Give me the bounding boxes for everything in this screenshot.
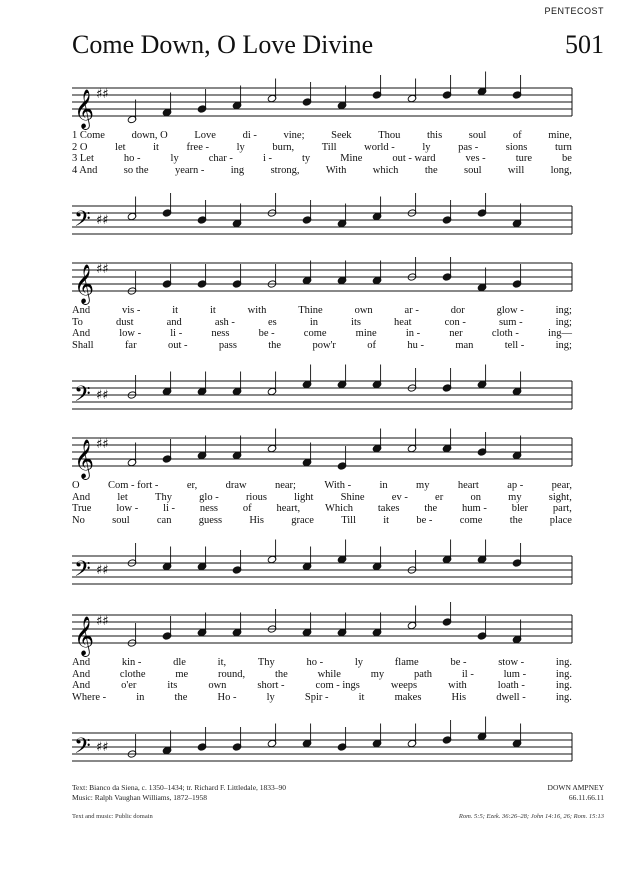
- lyric-syllable: Love: [194, 130, 216, 141]
- lyric-syllable: it: [209, 305, 216, 316]
- lyric-syllable: stow -: [498, 657, 525, 668]
- lyric-syllable: ing: [230, 164, 245, 176]
- lyric-line: [72, 130, 572, 142]
- lyric-syllable: ap -: [507, 480, 524, 491]
- lyric-syllable: di -: [242, 130, 257, 141]
- lyrics-block: [72, 130, 572, 176]
- lyric-syllable: sight,: [548, 491, 572, 503]
- lyric-syllable: ty: [302, 153, 311, 164]
- lyric-line: [72, 669, 572, 681]
- lyric-syllable: pass: [218, 339, 237, 351]
- lyric-syllable: mine,: [548, 130, 572, 141]
- lyric-syllable: come: [303, 328, 327, 339]
- lyric-syllable: of: [512, 130, 522, 141]
- lyric-syllable: Ho -: [217, 691, 237, 703]
- lyric-syllable: li -: [163, 503, 176, 514]
- lyric-syllable: free -: [186, 141, 209, 153]
- lyric-syllable: of: [367, 339, 377, 351]
- lyric-syllable: my: [508, 491, 522, 503]
- lyric-syllable: low -: [119, 328, 142, 339]
- lyric-syllable: ner: [449, 328, 463, 339]
- lyric-syllable: far: [124, 339, 137, 351]
- lyric-syllable: cloth -: [491, 328, 519, 339]
- lyric-syllable: con -: [444, 316, 466, 328]
- lyric-syllable: man: [455, 339, 474, 351]
- lyric-syllable: down, O: [131, 130, 168, 141]
- lyric-line: [72, 515, 572, 527]
- treble-staff: [72, 428, 572, 479]
- lyric-syllable: vine;: [283, 130, 305, 141]
- lyric-syllable: rious: [245, 491, 267, 503]
- treble-clef-icon: 𝄞: [74, 89, 95, 129]
- lyric-syllable: in -: [405, 328, 421, 339]
- bass-staff: [72, 196, 572, 237]
- lyric-syllable: o'er: [121, 680, 137, 691]
- treble-clef-icon: 𝄞: [74, 439, 95, 479]
- lyric-syllable: with: [247, 305, 267, 316]
- lyric-syllable: ly: [170, 153, 179, 164]
- lyric-syllable: er: [435, 491, 444, 503]
- lyric-line: [72, 305, 572, 317]
- treble-staff-svg: [72, 605, 572, 665]
- lyric-syllable: True: [72, 503, 92, 514]
- lyric-syllable: the: [424, 164, 438, 176]
- key-signature-icon: ♯♯: [96, 262, 109, 277]
- treble-clef-icon: 𝄞: [74, 616, 95, 656]
- key-signature-icon: ♯♯: [96, 614, 109, 629]
- lyric-syllable: 2 O: [72, 141, 88, 153]
- lyric-syllable: heart: [457, 480, 479, 491]
- lyric-syllable: while: [317, 668, 341, 680]
- lyric-syllable: out - ward: [392, 153, 436, 164]
- lyric-syllable: 4 And: [72, 164, 98, 176]
- lyric-syllable: er,: [186, 480, 198, 491]
- lyric-syllable: its: [167, 680, 178, 691]
- lyric-syllable: 3 Let: [72, 153, 94, 164]
- lyric-syllable: ash -: [214, 316, 235, 328]
- lyric-syllable: draw: [225, 480, 247, 491]
- lyric-syllable: com - ings: [315, 680, 360, 691]
- lyric-syllable: ing;: [555, 316, 572, 328]
- lyric-syllable: makes: [394, 691, 422, 703]
- lyrics-block: [72, 305, 572, 351]
- lyric-syllable: hu -: [407, 339, 424, 351]
- lyric-syllable: And: [72, 680, 91, 691]
- lyric-syllable: strong,: [270, 164, 300, 176]
- treble-staff-svg: [72, 253, 572, 313]
- lyric-syllable: es: [268, 316, 277, 328]
- bass-staff: [72, 546, 572, 587]
- lyric-syllable: it: [153, 141, 159, 153]
- lyric-line: [72, 328, 572, 340]
- lyric-syllable: 1 Come: [72, 130, 105, 141]
- lyric-syllable: me: [175, 668, 189, 680]
- treble-staff: [72, 78, 572, 129]
- lyric-syllable: glow -: [496, 305, 524, 316]
- lyric-syllable: it,: [217, 657, 227, 668]
- lyric-syllable: ho -: [306, 657, 324, 668]
- lyric-syllable: Thou: [378, 130, 401, 141]
- lyric-syllable: be -: [450, 657, 467, 668]
- lyric-syllable: And: [72, 328, 91, 339]
- lyric-syllable: His: [451, 691, 467, 703]
- bass-clef-icon: 𝄢: [74, 207, 91, 237]
- lyric-syllable: ing—: [548, 328, 572, 339]
- scripture-references: Rom. 5:5; Ezek. 36:26–28; John 14:16, 26; Rom. 15:13: [458, 813, 604, 820]
- lyric-line: [72, 657, 572, 669]
- lyric-syllable: near;: [274, 480, 296, 491]
- lyric-line: [72, 492, 572, 504]
- lyric-syllable: be: [562, 153, 572, 164]
- lyric-syllable: To: [72, 316, 83, 328]
- lyric-syllable: will: [507, 164, 525, 176]
- lyric-syllable: Shall: [72, 339, 94, 351]
- lyric-syllable: dor: [450, 305, 465, 316]
- lyric-syllable: O: [72, 480, 80, 491]
- lyric-syllable: glo -: [199, 491, 219, 503]
- lyric-syllable: with: [448, 680, 467, 691]
- lyric-syllable: With: [325, 164, 347, 176]
- lyric-syllable: Till: [321, 141, 337, 153]
- bass-staff-svg: [72, 723, 572, 783]
- lyric-syllable: the: [424, 503, 438, 514]
- key-signature-icon: ♯♯: [96, 87, 109, 102]
- lyric-syllable: burn,: [272, 141, 295, 153]
- lyric-syllable: Com - fort -: [107, 480, 159, 491]
- lyric-syllable: Thy: [155, 491, 172, 503]
- lyric-syllable: Thine: [298, 305, 323, 316]
- key-signature-icon: ♯♯: [96, 740, 109, 755]
- lyric-syllable: my: [416, 480, 430, 491]
- lyric-syllable: the: [268, 339, 282, 351]
- lyric-syllable: il -: [461, 668, 474, 680]
- lyric-syllable: loath -: [497, 680, 525, 691]
- lyric-syllable: short -: [257, 680, 285, 691]
- lyric-syllable: the: [509, 514, 523, 526]
- lyric-syllable: mine: [355, 328, 377, 339]
- lyric-line: [72, 480, 572, 492]
- lyric-line: [72, 692, 572, 704]
- treble-staff: [72, 253, 572, 304]
- lyric-syllable: flame: [394, 657, 419, 668]
- bass-clef-icon: 𝄢: [74, 382, 91, 412]
- hymn-title: Come Down, O Love Divine: [72, 30, 374, 59]
- lyric-syllable: low -: [116, 503, 139, 514]
- lyric-syllable: Mine: [340, 153, 363, 164]
- lyric-syllable: ing;: [555, 305, 572, 316]
- lyric-syllable: With -: [324, 480, 352, 491]
- treble-clef-icon: 𝄞: [74, 264, 95, 304]
- lyric-syllable: pas -: [458, 141, 479, 153]
- lyric-syllable: Seek: [331, 130, 352, 141]
- lyric-syllable: let: [115, 141, 126, 153]
- lyric-syllable: tell -: [504, 339, 525, 351]
- lyric-syllable: hum -: [462, 503, 487, 514]
- key-signature-icon: ♯♯: [96, 437, 109, 452]
- lyric-syllable: vis -: [121, 305, 141, 316]
- lyric-syllable: pow'r: [312, 339, 336, 351]
- lyric-syllable: grace: [291, 514, 314, 526]
- lyric-syllable: bler: [511, 503, 529, 514]
- lyric-syllable: Where -: [72, 691, 107, 703]
- lyric-syllable: ing;: [555, 339, 572, 351]
- bass-staff-svg: [72, 546, 572, 606]
- treble-staff: [72, 605, 572, 656]
- lyric-syllable: And: [72, 668, 91, 680]
- bass-staff-svg: [72, 196, 572, 256]
- lyric-syllable: Shine: [340, 491, 365, 503]
- treble-staff-svg: [72, 78, 572, 138]
- hymn-number: 501: [565, 30, 604, 59]
- lyric-line: [72, 153, 572, 165]
- lyric-syllable: sions: [505, 141, 528, 153]
- lyrics-block: [72, 657, 572, 703]
- lyric-syllable: ness: [211, 328, 230, 339]
- lyric-syllable: come: [459, 514, 483, 526]
- lyric-syllable: in: [309, 316, 318, 328]
- text-credit: Text: Bianco da Siena, c. 1350–1434; tr. Richard F. Littledale, 1833–90: [72, 783, 287, 792]
- lyric-line: [72, 680, 572, 692]
- lyric-syllable: of: [242, 503, 252, 514]
- lyric-syllable: the: [274, 668, 288, 680]
- lyrics-block: [72, 480, 572, 526]
- lyric-syllable: heat: [394, 316, 412, 328]
- tune-name: DOWN AMPNEY: [547, 783, 604, 792]
- lyric-line: [72, 142, 572, 154]
- meter: 66.11.66.11: [568, 793, 604, 802]
- lyric-syllable: yearn -: [174, 164, 205, 176]
- lyric-syllable: And: [72, 305, 91, 316]
- lyric-syllable: its: [351, 316, 361, 328]
- lyric-syllable: turn: [554, 141, 572, 153]
- section-label: PENTECOST: [544, 6, 604, 16]
- lyric-syllable: the: [174, 691, 188, 703]
- lyric-syllable: so the: [123, 164, 149, 176]
- lyric-syllable: ture: [515, 153, 533, 164]
- lyric-syllable: ing.: [555, 680, 572, 691]
- lyric-line: [72, 503, 572, 515]
- key-signature-icon: ♯♯: [96, 213, 109, 228]
- lyric-line: [72, 165, 572, 177]
- lyric-syllable: can: [156, 514, 172, 526]
- lyric-line: [72, 340, 572, 352]
- lyric-syllable: kin -: [121, 657, 142, 668]
- lyric-syllable: own: [354, 305, 373, 316]
- lyric-syllable: lum -: [503, 668, 527, 680]
- lyric-syllable: ly: [266, 691, 275, 703]
- lyric-syllable: place: [549, 514, 572, 526]
- lyric-syllable: it: [383, 514, 390, 526]
- lyric-syllable: world -: [364, 141, 395, 153]
- lyric-syllable: And: [72, 491, 91, 503]
- lyric-syllable: weeps: [390, 680, 418, 691]
- lyric-syllable: ing.: [555, 657, 572, 668]
- treble-staff-svg: [72, 428, 572, 488]
- lyric-syllable: Spir -: [304, 691, 329, 703]
- lyric-syllable: ing.: [555, 691, 572, 703]
- lyric-syllable: ing.: [555, 668, 572, 680]
- lyric-syllable: pear,: [551, 480, 572, 491]
- lyric-syllable: Which: [325, 503, 354, 514]
- lyric-syllable: ly: [354, 657, 364, 668]
- lyric-line: [72, 317, 572, 329]
- music-credit: Music: Ralph Vaughan Williams, 1872–1958: [72, 793, 208, 802]
- key-signature-icon: ♯♯: [96, 388, 109, 403]
- lyric-syllable: light: [294, 491, 314, 503]
- lyric-syllable: long,: [550, 164, 572, 176]
- lyric-syllable: guess: [198, 514, 223, 526]
- lyric-syllable: Thy: [257, 657, 275, 668]
- lyric-syllable: own: [208, 680, 227, 691]
- lyric-syllable: on: [470, 491, 481, 503]
- lyric-syllable: be -: [416, 514, 433, 526]
- lyric-syllable: soul: [112, 514, 130, 526]
- lyric-syllable: my: [370, 668, 385, 680]
- lyric-syllable: let: [117, 491, 128, 503]
- lyric-syllable: ev -: [391, 491, 408, 503]
- lyric-syllable: clothe: [119, 668, 146, 680]
- bass-staff-svg: [72, 371, 572, 431]
- lyric-syllable: it: [172, 305, 179, 316]
- lyric-syllable: ly: [422, 141, 431, 153]
- credits-left: [72, 783, 286, 803]
- lyric-syllable: this: [426, 130, 443, 141]
- lyric-syllable: li -: [170, 328, 183, 339]
- lyric-syllable: ar -: [404, 305, 419, 316]
- lyric-syllable: out -: [167, 339, 188, 351]
- lyric-syllable: ho -: [123, 153, 141, 164]
- lyric-syllable: be -: [258, 328, 275, 339]
- lyric-syllable: His: [249, 514, 264, 526]
- lyric-syllable: ves -: [465, 153, 486, 164]
- lyric-syllable: No: [72, 514, 85, 526]
- lyric-syllable: dwell -: [496, 691, 526, 703]
- lyric-syllable: path: [413, 668, 433, 680]
- lyric-syllable: it: [358, 691, 365, 703]
- bass-clef-icon: 𝄢: [74, 734, 91, 764]
- lyric-syllable: part,: [552, 503, 572, 514]
- lyric-syllable: dle: [173, 657, 186, 668]
- lyric-syllable: round,: [218, 668, 246, 680]
- lyric-syllable: dust: [116, 316, 134, 328]
- bass-staff: [72, 371, 572, 412]
- lyric-syllable: And: [72, 657, 91, 668]
- credits-right: [548, 783, 604, 803]
- lyric-syllable: i -: [262, 153, 272, 164]
- lyric-syllable: in: [136, 691, 145, 703]
- copyright-notice: Text and music: Public domain: [72, 813, 153, 820]
- lyric-syllable: soul: [464, 164, 482, 176]
- lyric-syllable: char -: [208, 153, 233, 164]
- bass-clef-icon: 𝄢: [74, 557, 91, 587]
- lyric-syllable: ness: [199, 503, 219, 514]
- lyric-syllable: sum -: [498, 316, 523, 328]
- key-signature-icon: ♯♯: [96, 563, 109, 578]
- lyric-syllable: which: [372, 164, 399, 176]
- lyric-syllable: ly: [236, 141, 245, 153]
- lyric-syllable: heart,: [276, 503, 301, 514]
- lyric-syllable: Till: [341, 514, 356, 526]
- lyric-syllable: in: [379, 480, 388, 491]
- lyric-syllable: and: [166, 316, 182, 328]
- bass-staff: [72, 723, 572, 764]
- lyric-syllable: soul: [468, 130, 487, 141]
- lyric-syllable: takes: [377, 503, 400, 514]
